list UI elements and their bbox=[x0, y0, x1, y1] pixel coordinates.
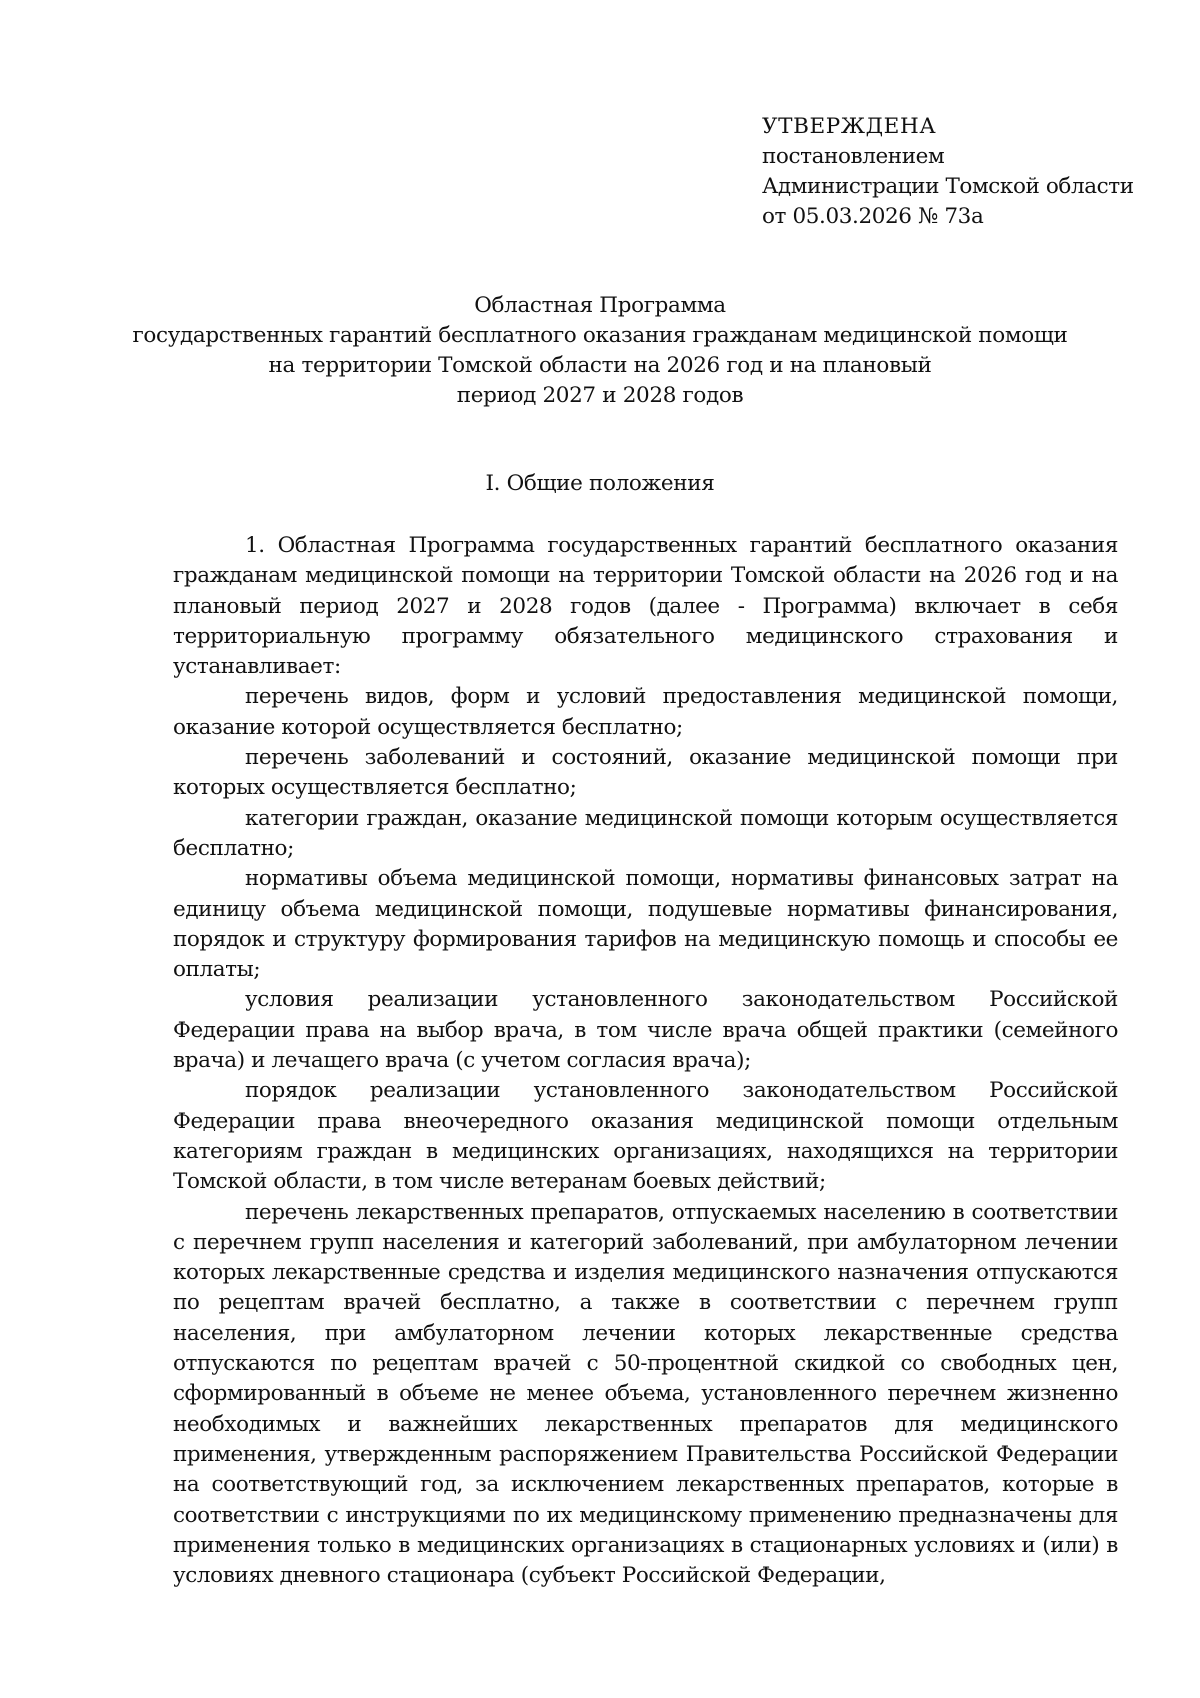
title-line-3: на территории Томской области на 2026 год и на плановый bbox=[268, 353, 932, 378]
title-line-2: государственных гарантий бесплатного оказания гражданам медицинской помощи bbox=[132, 323, 1068, 348]
title-line-4: период 2027 и 2028 годов bbox=[456, 383, 744, 408]
title-line-1: Областная Программа bbox=[474, 293, 726, 318]
document-body bbox=[173, 531, 1118, 1591]
approval-date-number: от 05.03.2026 № 73а bbox=[762, 204, 984, 229]
approval-stamp bbox=[762, 112, 1182, 232]
paragraph-8: перечень лекарственных препаратов, отпускаемых населению в соответствии с перечнем групп населения и категорий заболеваний, при амбулаторном лечении которых лекарственные средства и изделия медицинского назначения отпускаются по рецептам врачей бесплатно, а также в соответствии с перечнем групп населения, при амбулаторном лечении которых лекарственные средства отпускаются по рецептам врачей с 50-процентной скидкой со свободных цен, сформированный в объеме не менее объема, установленного перечнем жизненно необходимых и важнейших лекарственных препаратов для медицинского применения, утвержденным распоряжением Правительства Российской Федерации на соответствующий год, за исключением лекарственных препаратов, которые в соответствии с инструкциями по их медицинскому применению предназначены для применения только в медицинских организациях в стационарных условиях и (или) в условиях дневного стационара (субъект Российской Федерации, bbox=[173, 1199, 1118, 1589]
approval-authority: Администрации Томской области bbox=[762, 174, 1134, 199]
paragraph-4: категории граждан, оказание медицинской помощи которым осуществляется бесплатно; bbox=[173, 805, 1118, 861]
approval-by-resolution: постановлением bbox=[762, 144, 945, 169]
paragraph-1: 1. Областная Программа государственных гарантий бесплатного оказания гражданам медицинской помощи на территории Томской области на 2026 год и на плановый период 2027 и 2028 годов (далее - Программа) включает в себя территориальную программу обязательного медицинского страхования и устанавливает: bbox=[173, 533, 1118, 680]
approval-approved-label: УТВЕРЖДЕНА bbox=[762, 114, 937, 139]
paragraph-2: перечень видов, форм и условий предоставления медицинской помощи, оказание которой осуществляется бесплатно; bbox=[173, 684, 1118, 740]
paragraph-5: нормативы объема медицинской помощи, нормативы финансовых затрат на единицу объема медицинской помощи, подушевые нормативы финансирования, порядок и структуру формирования тарифов на медицинскую помощь и способы ее оплаты; bbox=[173, 866, 1118, 983]
document-title bbox=[100, 291, 1100, 411]
paragraph-7: порядок реализации установленного законодательством Российской Федерации права внеочередного оказания медицинской помощи отдельным категориям граждан в медицинских организациях, находящихся на территории Томской области, в том числе ветеранам боевых действий; bbox=[173, 1078, 1118, 1195]
paragraph-6: условия реализации установленного законодательством Российской Федерации права на выбор врача, в том числе врача общей практики (семейного врача) и лечащего врача (с учетом согласия врача); bbox=[173, 987, 1118, 1074]
paragraph-3: перечень заболеваний и состояний, оказание медицинской помощи при которых осуществляется бесплатно; bbox=[173, 745, 1118, 801]
section-heading: I. Общие положения bbox=[485, 471, 715, 496]
